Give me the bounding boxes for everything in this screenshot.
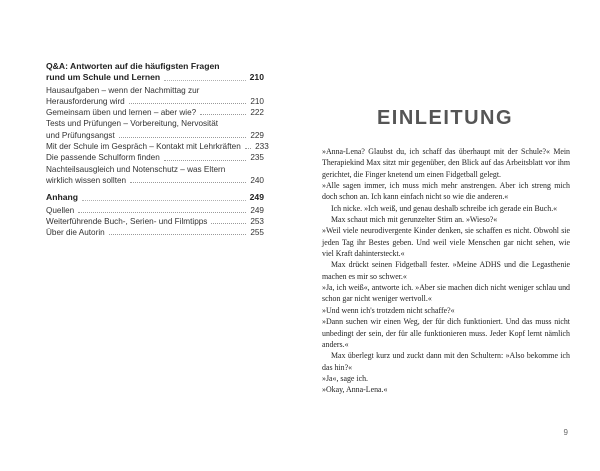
toc-dot-leader — [129, 103, 246, 104]
toc-page-number: 249 — [249, 192, 264, 203]
paragraph: Max überlegt kurz und zuckt dann mit den Schultern: »Also bekomme ich das hin?« — [322, 351, 570, 372]
toc-page-number: 210 — [249, 72, 264, 83]
toc-dot-leader — [164, 80, 246, 81]
toc-dot-leader — [245, 148, 251, 149]
toc-page-number: 229 — [250, 130, 264, 140]
toc-dot-leader — [109, 234, 246, 235]
toc-entry-nachteilsausgleich[interactable] — [46, 164, 264, 187]
toc-entry-hausaufgaben[interactable] — [46, 85, 264, 108]
toc-main-section-title-line-2: rund um Schule und Lernen — [46, 72, 161, 83]
paragraph: »Und wenn ich's trotzdem nicht schaffe?« — [322, 305, 455, 315]
toc-entry-gemeinsam-ueben[interactable] — [46, 107, 264, 118]
toc-page-number: 210 — [250, 96, 264, 106]
toc-dot-leader — [130, 182, 246, 183]
toc-page-number: 233 — [255, 142, 269, 152]
paragraph: Max drückt seinen Fidgetball fester. »Meine ADHS und die Legasthenie machen es mir so schwer.« — [322, 260, 570, 281]
toc-entry-tipps[interactable] — [46, 216, 264, 227]
toc-main-section-title-line-1: Q&A: Antworten auf die häufigsten Fragen — [46, 61, 220, 71]
toc-page-number: 255 — [250, 228, 264, 238]
table-of-contents — [46, 61, 269, 238]
toc-entry-line: Weiterführende Buch-, Serien- und Filmtipps — [46, 216, 208, 226]
toc-page-number: 249 — [250, 205, 264, 215]
toc-dot-leader — [78, 212, 246, 213]
toc-entry-line: Nachteilsausgleich und Notenschutz – was Eltern — [46, 164, 226, 174]
toc-dot-leader — [164, 160, 246, 161]
paragraph: Ich nicke. »Ich weiß, und genau deshalb schreibe ich gerade ein Buch.« — [331, 203, 558, 213]
toc-entry-line: Gemeinsam üben und lernen – aber wie? — [46, 108, 197, 118]
toc-entry-tests-pruefungen[interactable] — [46, 118, 264, 141]
paragraph: »Alle sagen immer, ich muss mich mehr anstrengen. Aber ich streng mich doch schon an. Ich kann einfach nicht so wie die anderen.« — [322, 181, 570, 202]
toc-dot-leader — [119, 137, 246, 138]
chapter-body — [322, 146, 570, 396]
toc-dot-leader — [82, 200, 246, 201]
toc-entry-schulform[interactable] — [46, 152, 264, 163]
paragraph: »Dann suchen wir einen Weg, der für dich funktioniert. Und das muss nicht unbedingt der sein, der für alle funktionieren muss. Jeder Kopf lernt nämlich anders.« — [322, 317, 570, 349]
toc-page-number: 253 — [250, 216, 264, 226]
toc-entry-line: Die passende Schulform finden — [46, 153, 160, 163]
toc-entry-line: Hausaufgaben – wenn der Nachmittag zur — [46, 85, 200, 95]
toc-entry-line: Quellen — [46, 205, 75, 215]
toc-dot-leader — [200, 114, 246, 115]
toc-entry-line: wirklich wissen sollten — [46, 175, 127, 185]
toc-entry-line: Herausforderung wird — [46, 96, 125, 106]
toc-appendix-title: Anhang — [46, 192, 78, 203]
paragraph: »Ja«, sage ich. — [322, 373, 369, 383]
paragraph: »Okay, Anna-Lena.« — [322, 385, 388, 395]
chapter-title: EINLEITUNG — [376, 107, 514, 129]
toc-page-number: 222 — [250, 108, 264, 118]
toc-entry-line: Tests und Prüfungen – Vorbereitung, Nervosität — [46, 119, 219, 129]
paragraph: »Anna-Lena? Glaubst du, ich schaff das überhaupt mit der Schule?« Mein Therapiekind Max sitzt mir gegenüber, den Blick auf das Arbeitsblatt vor ihm gerichtet, die Finger knetend um einen Fidgetball gelegt. — [322, 147, 570, 179]
toc-page-number: 235 — [250, 153, 264, 163]
paragraph: Max schaut mich mit gerunzelter Stirn an. »Wieso?« — [331, 215, 498, 225]
page-number: 9 — [563, 428, 568, 437]
toc-entry-line: Mit der Schule im Gespräch – Kontakt mit Lehrkräften — [46, 142, 241, 152]
toc-entry-quellen[interactable] — [46, 205, 264, 216]
toc-appendix-heading[interactable] — [46, 192, 264, 203]
toc-main-section[interactable] — [46, 61, 264, 84]
toc-entry-line: und Prüfungsangst — [46, 130, 115, 140]
paragraph: »Weil viele neurodivergente Kinder denken, sie schaffen es nicht. Obwohl sie jeden Tag ihr Bestes geben. Und weil viele Menschen gar nicht sehen, wie viel Kraft dahintersteckt.« — [322, 226, 570, 259]
toc-entry-schule-im-gespraech[interactable] — [46, 141, 269, 152]
toc-page-number: 240 — [250, 175, 264, 185]
toc-dot-leader — [211, 223, 246, 224]
toc-entry-line: Über die Autorin — [46, 228, 105, 238]
toc-entry-autorin[interactable] — [46, 227, 264, 238]
paragraph: »Ja, ich weiß«, antworte ich. »Aber sie machen dich nicht weniger schlau und schon gar nicht weniger wertvoll.« — [322, 283, 570, 304]
